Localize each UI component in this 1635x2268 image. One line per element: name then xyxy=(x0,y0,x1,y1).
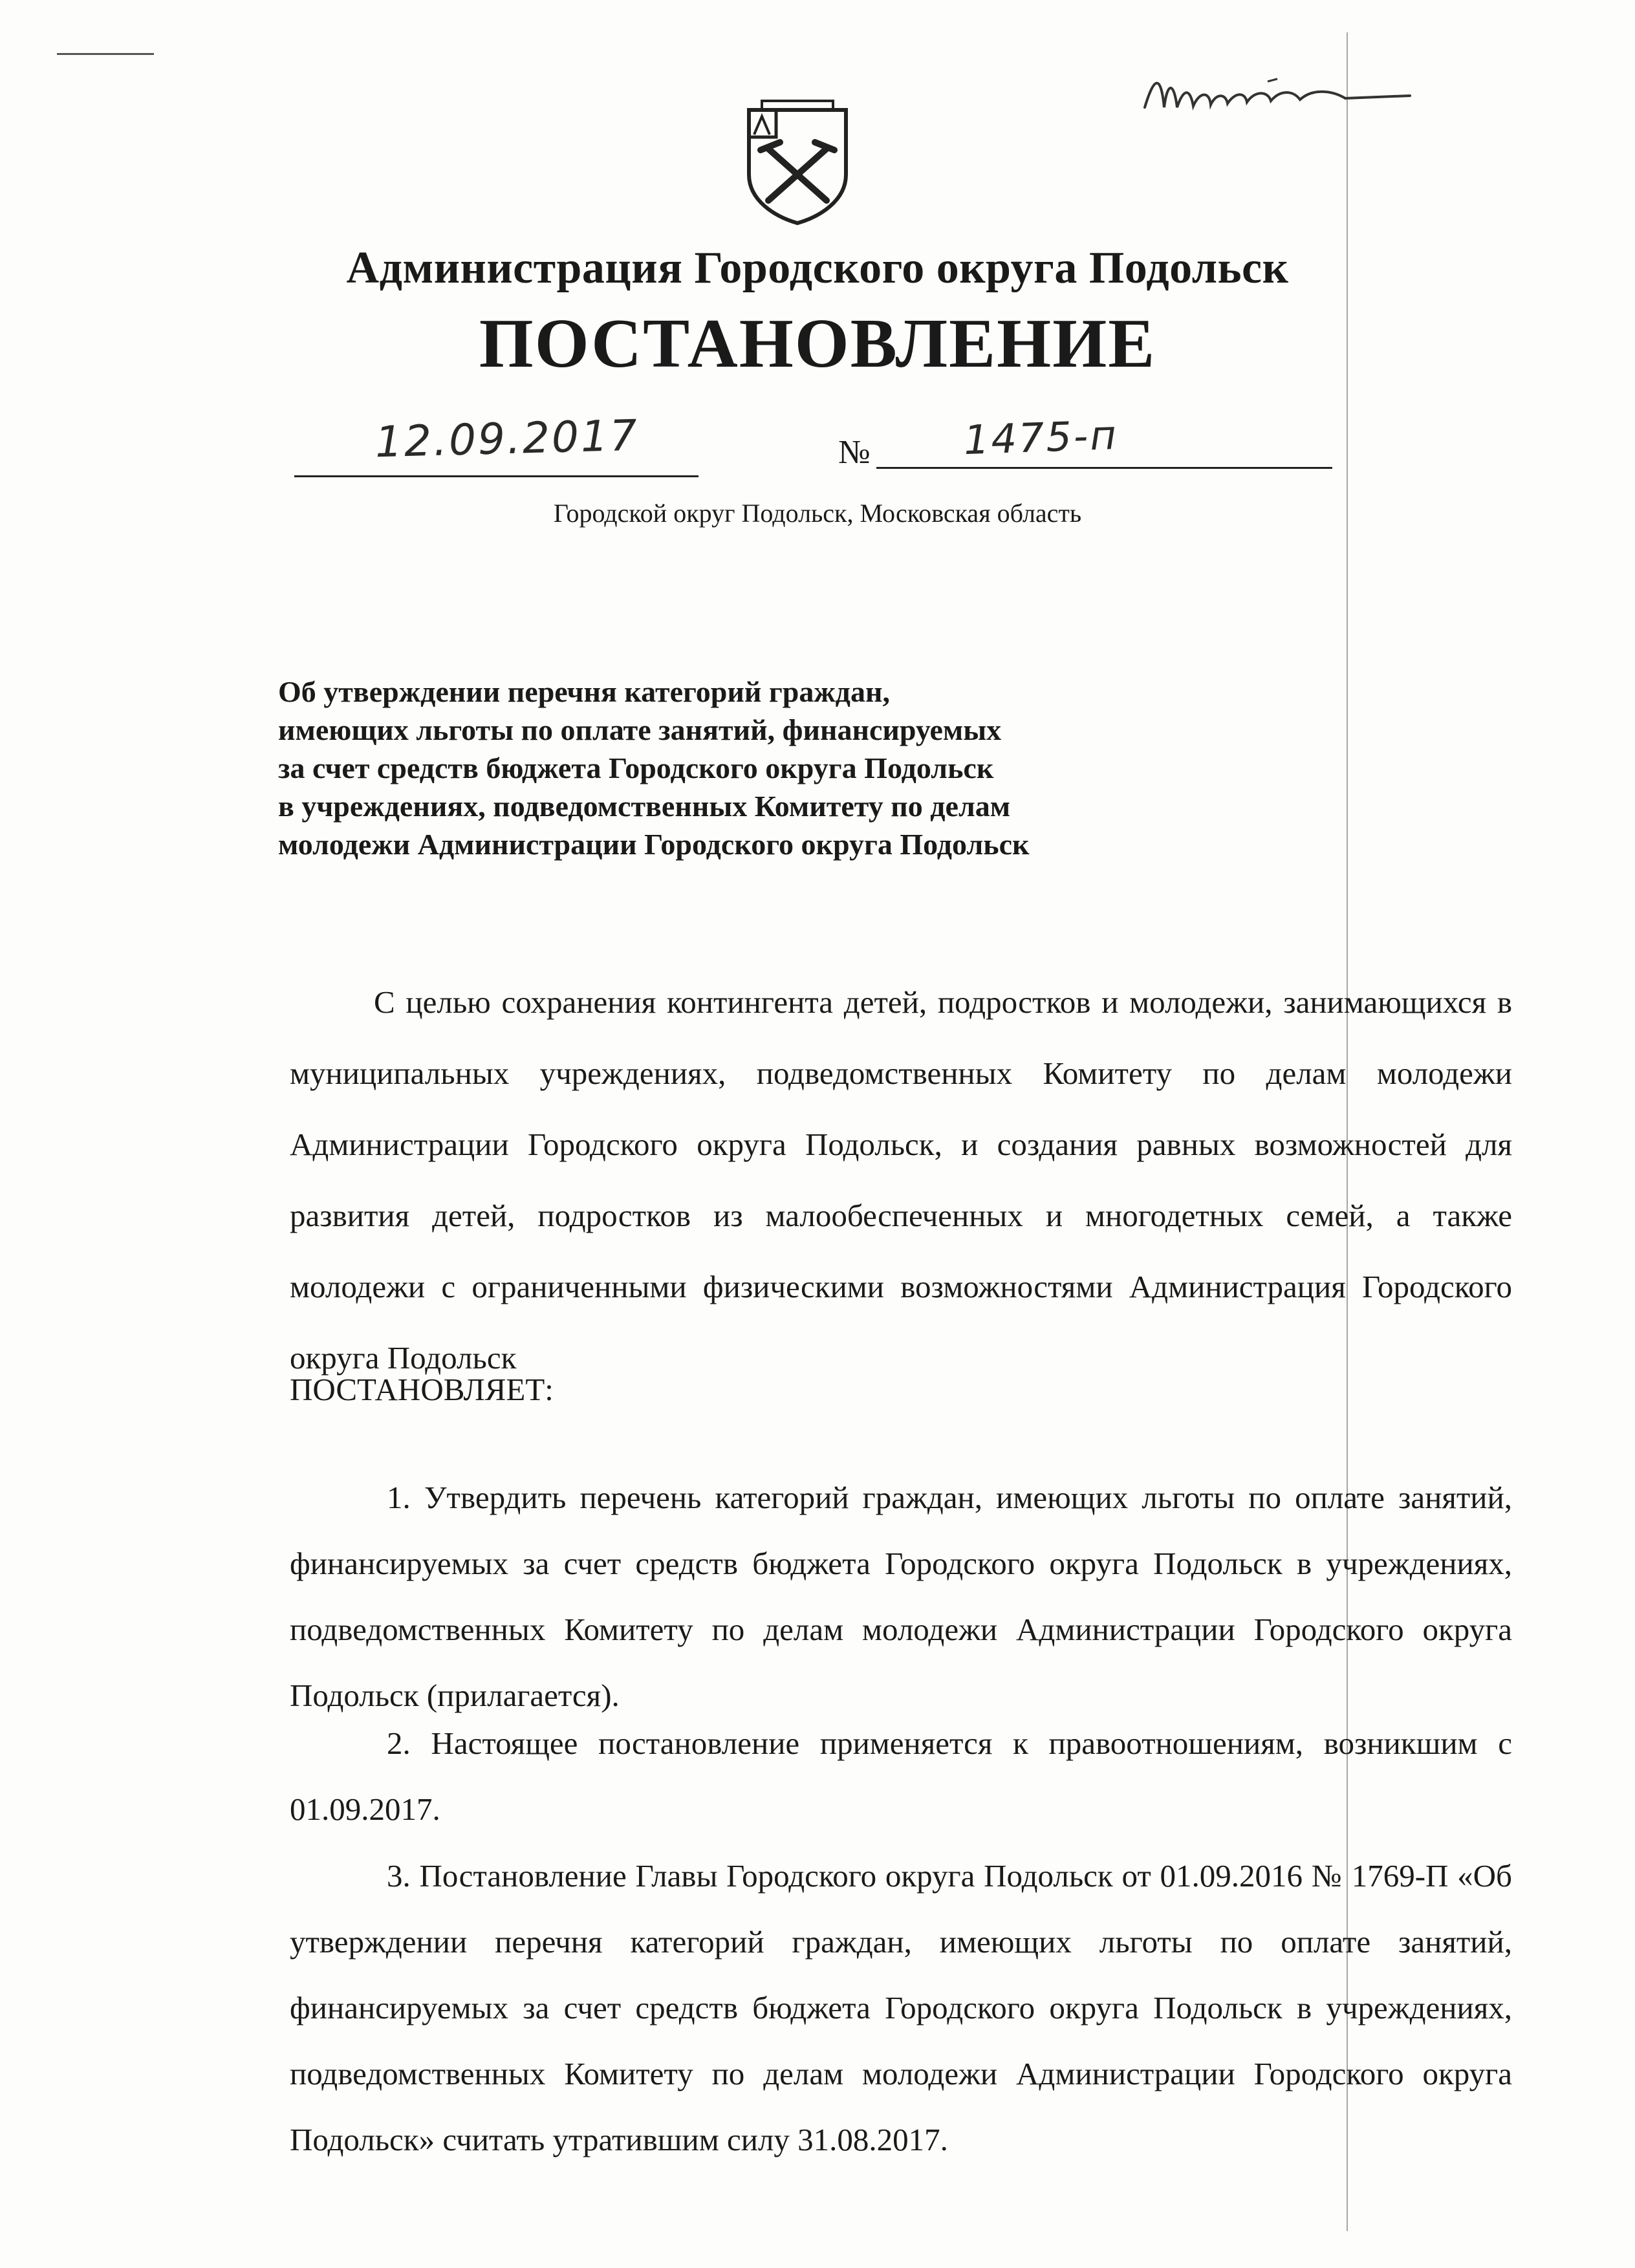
number-underline xyxy=(876,467,1332,469)
subject-line: имеющих льготы по оплате занятий, финансируемых xyxy=(278,713,1002,746)
decree-item: 1. Утвердить перечень категорий граждан, имеющих льготы по оплате занятий, финансируемых за счет средств бюджета Городского округа Подольск в учреждениях, подведомственных Комитету по делам молодежи Администрации Городского округа Подольск (прилагается). xyxy=(290,1480,1512,1713)
handwritten-signature-icon xyxy=(1138,62,1416,133)
administration-title: Администрация Городского округа Подольск xyxy=(346,243,1289,293)
subject-line: в учреждениях, подведомственных Комитету по делам xyxy=(278,790,1011,823)
decree-date: 12.09.2017 xyxy=(374,410,640,468)
decree-subject xyxy=(278,673,1184,863)
document-type-title: ПОСТАНОВЛЕНИЕ xyxy=(479,305,1156,382)
location-line: Городской округ Подольск, Московская область xyxy=(553,499,1082,528)
decree-number: 1475-п xyxy=(962,411,1119,464)
scan-corner-mark xyxy=(57,53,154,55)
coat-of-arms-icon xyxy=(742,97,852,226)
decree-item: 2. Настоящее постановление применяется к правоотношениям, возникшим с 01.09.2017. xyxy=(290,1725,1512,1827)
subject-line: за счет средств бюджета Городского округа Подольск xyxy=(278,751,994,784)
subject-line: молодежи Администрации Городского округа Подольск xyxy=(278,828,1030,861)
preamble-paragraph: С целью сохранения контингента детей, подростков и молодежи, занимающихся в муниципальных учреждениях, подведомственных Комитету по делам молодежи Администрации Городского округа Подольск, и создания равных возможностей для развития детей, подростков из малообеспеченных и многодетных семей, а также молодежи с ограниченными физическими возможностями Администрация Городского округа Подольск xyxy=(290,984,1512,1376)
date-underline xyxy=(294,475,698,477)
decree-item: 3. Постановление Главы Городского округа Подольск от 01.09.2016 № 1769-П «Об утверждении перечня категорий граждан, имеющих льготы по оплате занятий, финансируемых за счет средств бюджета Городского округа Подольск в учреждениях, подведомственных Комитету по делам молодежи Администрации Городского округа Подольск» считать утратившим силу 31.08.2017. xyxy=(290,1858,1512,2157)
number-sign: № xyxy=(838,434,871,471)
subject-line: Об утверждении перечня категорий граждан, xyxy=(278,675,890,708)
decree-resolves-heading: ПОСТАНОВЛЯЕТ: xyxy=(290,1372,554,1407)
